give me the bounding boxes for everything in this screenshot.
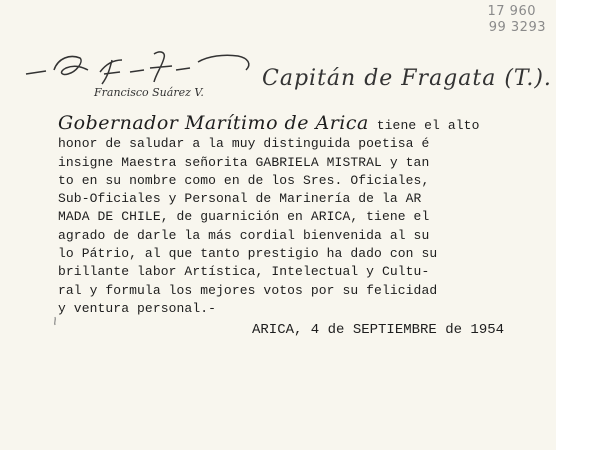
catalog-number-1: 17 960 [487, 4, 536, 19]
body-line: insigne Maestra señorita GABRIELA MISTRAL y tan [58, 154, 430, 170]
body-line: y ventura personal.- [58, 300, 217, 316]
signature-drawing [22, 44, 302, 110]
letter-body [58, 114, 548, 318]
body-line: to en su nombre como en de los Sres. Oficiales, [58, 172, 430, 188]
governor-title: Gobernador Marítimo de Arica [58, 112, 369, 134]
handwritten-signature [22, 44, 302, 110]
rank-title: Capitán de Fragata (T.). [262, 66, 552, 91]
catalog-number-2: 99 3293 [488, 20, 546, 35]
body-line-1-text: tiene el alto [376, 118, 480, 133]
body-line-1 [58, 114, 548, 135]
ink-mark [52, 316, 58, 326]
body-line: honor de saludar a la muy distinguida poetisa é [58, 136, 430, 152]
date-line: ARICA, 4 de SEPTIEMBRE de 1954 [252, 322, 505, 338]
body-line: MADA DE CHILE, de guarnición en ARICA, tiene el [58, 209, 430, 225]
body-line: lo Pátrio, al que tanto prestigio ha dado con su [58, 246, 438, 262]
body-line: ral y formula los mejores votos por su felicidad [58, 282, 438, 298]
signature-printed-name: Francisco Suárez V. [94, 86, 204, 99]
body-line: agrado de darle la más cordial bienvenida al su [58, 227, 430, 243]
body-line: Sub-Oficiales y Personal de Marinería de la AR [58, 191, 422, 207]
body-line: brillante labor Artística, Intelectual y Cultu- [58, 264, 430, 280]
